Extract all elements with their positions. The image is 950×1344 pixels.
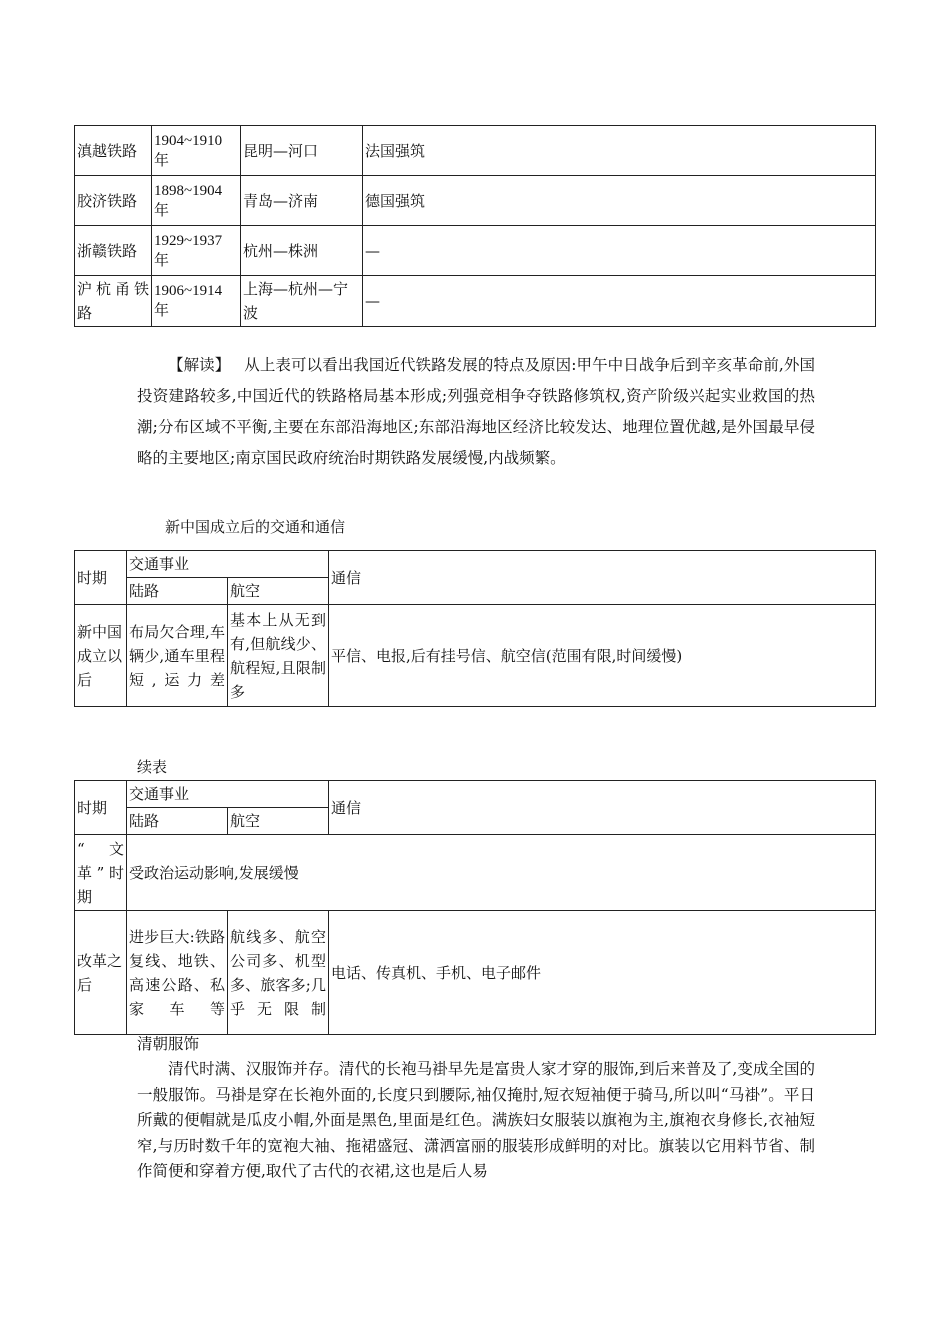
- period-cell: 改革之后: [75, 911, 127, 1035]
- table-row: [75, 911, 876, 1035]
- railway-builder: —: [363, 276, 876, 327]
- header-air: 航空: [228, 808, 329, 835]
- period-cell: “文革”时期: [75, 835, 127, 911]
- header-communication: 通信: [329, 551, 876, 605]
- header-transport: 交通事业: [127, 551, 329, 578]
- railway-builder: 德国强筑: [363, 176, 876, 226]
- header-communication: 通信: [329, 781, 876, 835]
- header-air: 航空: [228, 578, 329, 605]
- period-cell: 新中国成立以后: [75, 605, 127, 707]
- table3-title: 续表: [137, 758, 168, 776]
- railway-period: 1906~1914 年: [152, 276, 241, 327]
- railway-route: 上海—杭州—宁波: [241, 276, 363, 327]
- railway-builder: —: [363, 226, 876, 276]
- transport-table-continued: [74, 780, 876, 1035]
- table-row: [75, 126, 876, 176]
- content-cell: 受政治运动影响,发展缓慢: [127, 835, 876, 911]
- railway-period: 1904~1910 年: [152, 126, 241, 176]
- header-period: 时期: [75, 781, 127, 835]
- railway-name: 滇越铁路: [75, 126, 152, 176]
- railway-route: 昆明—河口: [241, 126, 363, 176]
- table-row: [75, 276, 876, 327]
- header-period: 时期: [75, 551, 127, 605]
- table-row: [75, 226, 876, 276]
- header-transport: 交通事业: [127, 781, 329, 808]
- interpretation-text: 从上表可以看出我国近代铁路发展的特点及原因:甲午中日战争后到辛亥革命前,外国投资建路较多,中国近代的铁路格局基本形成;列强竞相争夺铁路修筑权,资产阶级兴起实业救国的热潮;分布区域不平衡,主要在东部沿海地区;东部沿海地区经济比较发达、地理位置优越,是外国最早侵略的主要地区;南京国民政府统治时期铁路发展缓慢,内战频繁。: [137, 356, 815, 467]
- air-cell: 航线多、航空公司多、机型多、旅客多;几乎无限制: [228, 911, 329, 1035]
- railway-route: 青岛—济南: [241, 176, 363, 226]
- railway-route: 杭州—株洲: [241, 226, 363, 276]
- table-row: [75, 605, 876, 707]
- land-cell: 布局欠合理,车辆少,通车里程短,运力差: [127, 605, 228, 707]
- header-land: 陆路: [127, 808, 228, 835]
- railway-period: 1898~1904 年: [152, 176, 241, 226]
- clothing-title: 清朝服饰: [137, 1035, 200, 1053]
- air-cell: 基本上从无到有,但航线少、航程短,且限制多: [228, 605, 329, 707]
- railway-builder: 法国强筑: [363, 126, 876, 176]
- railway-name: 沪杭甬铁路: [75, 276, 152, 327]
- communication-cell: 平信、电报,后有挂号信、航空信(范围有限,时间缓慢): [329, 605, 876, 707]
- table-row: [75, 176, 876, 226]
- header-land: 陆路: [127, 578, 228, 605]
- railway-name: 胶济铁路: [75, 176, 152, 226]
- railway-period: 1929~1937 年: [152, 226, 241, 276]
- table-row: [75, 835, 876, 911]
- transport-table: [74, 550, 876, 707]
- railway-name: 浙赣铁路: [75, 226, 152, 276]
- interpretation-label: 【解读】: [168, 356, 231, 374]
- interpretation-paragraph: [137, 350, 815, 474]
- railway-table: [74, 125, 876, 327]
- land-cell: 进步巨大:铁路复线、地铁、高速公路、私家车等: [127, 911, 228, 1035]
- table2-title: 新中国成立后的交通和通信: [165, 518, 346, 536]
- communication-cell: 电话、传真机、手机、电子邮件: [329, 911, 876, 1035]
- clothing-paragraph: 清代时满、汉服饰并存。清代的长袍马褂早先是富贵人家才穿的服饰,到后来普及了,变成全国的一般服饰。马褂是穿在长袍外面的,长度只到腰际,袖仅掩肘,短衣短袖便于骑马,所以叫“马褂”。平日所戴的便帽就是瓜皮小帽,外面是黑色,里面是红色。满族妇女服装以旗袍为主,旗袍衣身修长,衣袖短窄,与历时数千年的宽袍大袖、拖裙盛冠、潇洒富丽的服装形成鲜明的对比。旗装以它用料节省、制作简便和穿着方便,取代了古代的衣裙,这也是后人易: [137, 1060, 815, 1180]
